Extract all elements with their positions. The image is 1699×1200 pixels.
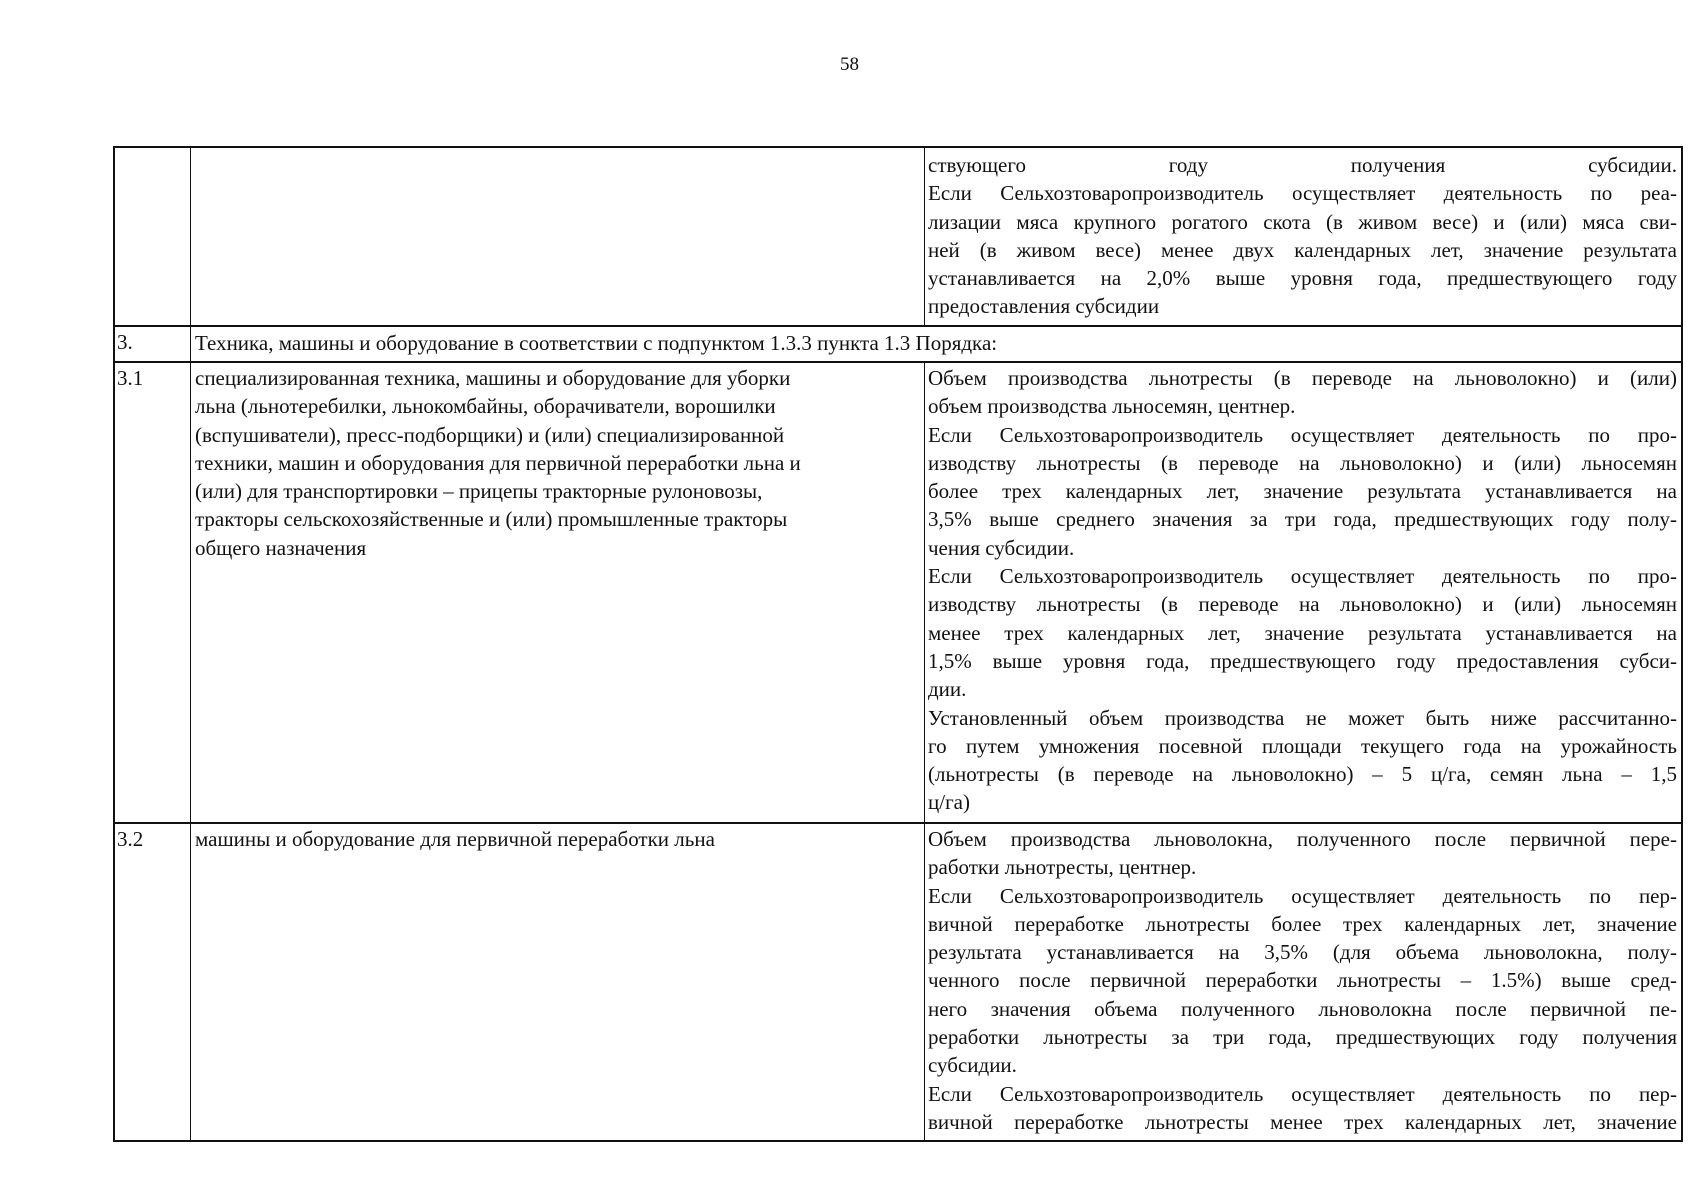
text-line: изводству льнотресты (в переводе на льноволокно) и (или) льносемян [928, 592, 1677, 617]
text-line: результата устанавливается на 3,5% (для объема льноволокна, полу- [928, 940, 1677, 965]
text-line: Если Сельхозтоваропроизводитель осуществляет деятельность по пер- [928, 883, 1677, 908]
text-line: предоставления субсидии [928, 294, 1160, 319]
table-row-3-1 [115, 361, 1681, 824]
text-line: тракторы сельскохозяйственные и (или) промышленные тракторы [195, 507, 788, 532]
text-line: изводству льнотресты (в переводе на льноволокно) и (или) льносемян [928, 450, 1677, 475]
text-line: ченного после первичной переработки льнотресты – 1.5%) выше сред- [928, 968, 1677, 993]
text-line: чения субсидии. [928, 535, 1075, 560]
text-line: ц/га) [928, 790, 970, 815]
text-line: Если Сельхозтоваропроизводитель осуществляет деятельность по про- [928, 422, 1677, 447]
text-line: субсидии. [928, 1053, 1017, 1078]
result-cell [925, 822, 1681, 1142]
text-line: Объем производства льноволокна, полученного после первичной пере- [928, 827, 1677, 851]
text-line: (льнотресты (в переводе на льноволокно) – 5 ц/га, семян льна – 1,5 [928, 762, 1677, 787]
text-line: льна (льнотеребилки, льнокомбайны, оборачиватели, ворошилки [195, 394, 776, 419]
text-line: специализированная техника, машины и оборудование для уборки [195, 366, 791, 390]
text-line: устанавливается на 2,0% выше уровня года, предшествующего году [928, 266, 1677, 291]
row-number: 3.1 [115, 361, 191, 822]
text-line: реработки льнотресты за три года, предшествующих году получения [928, 1025, 1677, 1050]
text-line: объем производства льносемян, центнер. [928, 394, 1296, 419]
section-number: 3. [115, 325, 191, 361]
text-line: Если Сельхозтоваропроизводитель осуществляет деятельность по реа- [928, 181, 1677, 206]
section-title: Техника, машины и оборудование в соответствии с подпунктом 1.3.3 пункта 1.3 Порядка: [195, 331, 998, 355]
text-line: вичной переработке льнотресты более трех календарных лет, значение [928, 911, 1677, 936]
row-number: 3.2 [115, 822, 191, 1142]
text-line: общего назначения [195, 535, 367, 560]
text-line: машины и оборудование для первичной переработки льна [195, 827, 715, 851]
text-line: менее трех календарных лет, значение результата устанавливается на [928, 620, 1677, 645]
text-line: (вспушиватели), пресс-подборщики) и (или) специализированной [195, 422, 785, 447]
text-line: вичной переработке льнотресты менее трех календарных лет, значение [928, 1109, 1677, 1134]
text-line: дии. [928, 677, 967, 702]
result-cell [925, 361, 1681, 822]
name-cell [191, 361, 925, 822]
text-line: Объем производства льнотресты (в переводе на льноволокно) и (или) [928, 366, 1677, 390]
table-row-continuation [115, 148, 1681, 327]
table-row-section-3 [115, 325, 1681, 363]
text-line: ней (в живом весе) менее двух календарных лет, значение результата [928, 237, 1677, 262]
text-line: го путем умножения посевной площади текущего года на урожайность [928, 733, 1677, 758]
name-cell [191, 148, 925, 325]
name-cell [191, 822, 925, 1142]
result-cell [925, 148, 1681, 325]
text-line: ствующего году получения субсидии. [928, 153, 1677, 177]
text-line: (или) для транспортировки – прицепы тракторные рулоновозы, [195, 479, 763, 504]
text-line: Если Сельхозтоваропроизводитель осуществляет деятельность по пер- [928, 1081, 1677, 1106]
text-line: 1,5% выше уровня года, предшествующего году предоставления субси- [928, 648, 1677, 673]
table-row-3-2 [115, 822, 1681, 1142]
number-cell [115, 148, 191, 325]
text-line: него значения объема полученного льноволокна после первичной пе- [928, 996, 1677, 1021]
page-number: 58 [840, 54, 859, 75]
text-line: техники, машин и оборудования для первичной переработки льна и [195, 450, 801, 475]
subsidy-results-table [113, 146, 1683, 1142]
text-line: более трех календарных лет, значение результата устанавливается на [928, 479, 1677, 504]
text-line: работки льнотресты, центнер. [928, 855, 1197, 880]
text-line: Если Сельхозтоваропроизводитель осуществляет деятельность по про- [928, 564, 1677, 589]
text-line: лизации мяса крупного рогатого скота (в живом весе) и (или) мяса сви- [928, 209, 1677, 234]
text-line: 3,5% выше среднего значения за три года, предшествующих году полу- [928, 507, 1677, 532]
text-line: Установленный объем производства не может быть ниже рассчитанно- [928, 705, 1677, 730]
